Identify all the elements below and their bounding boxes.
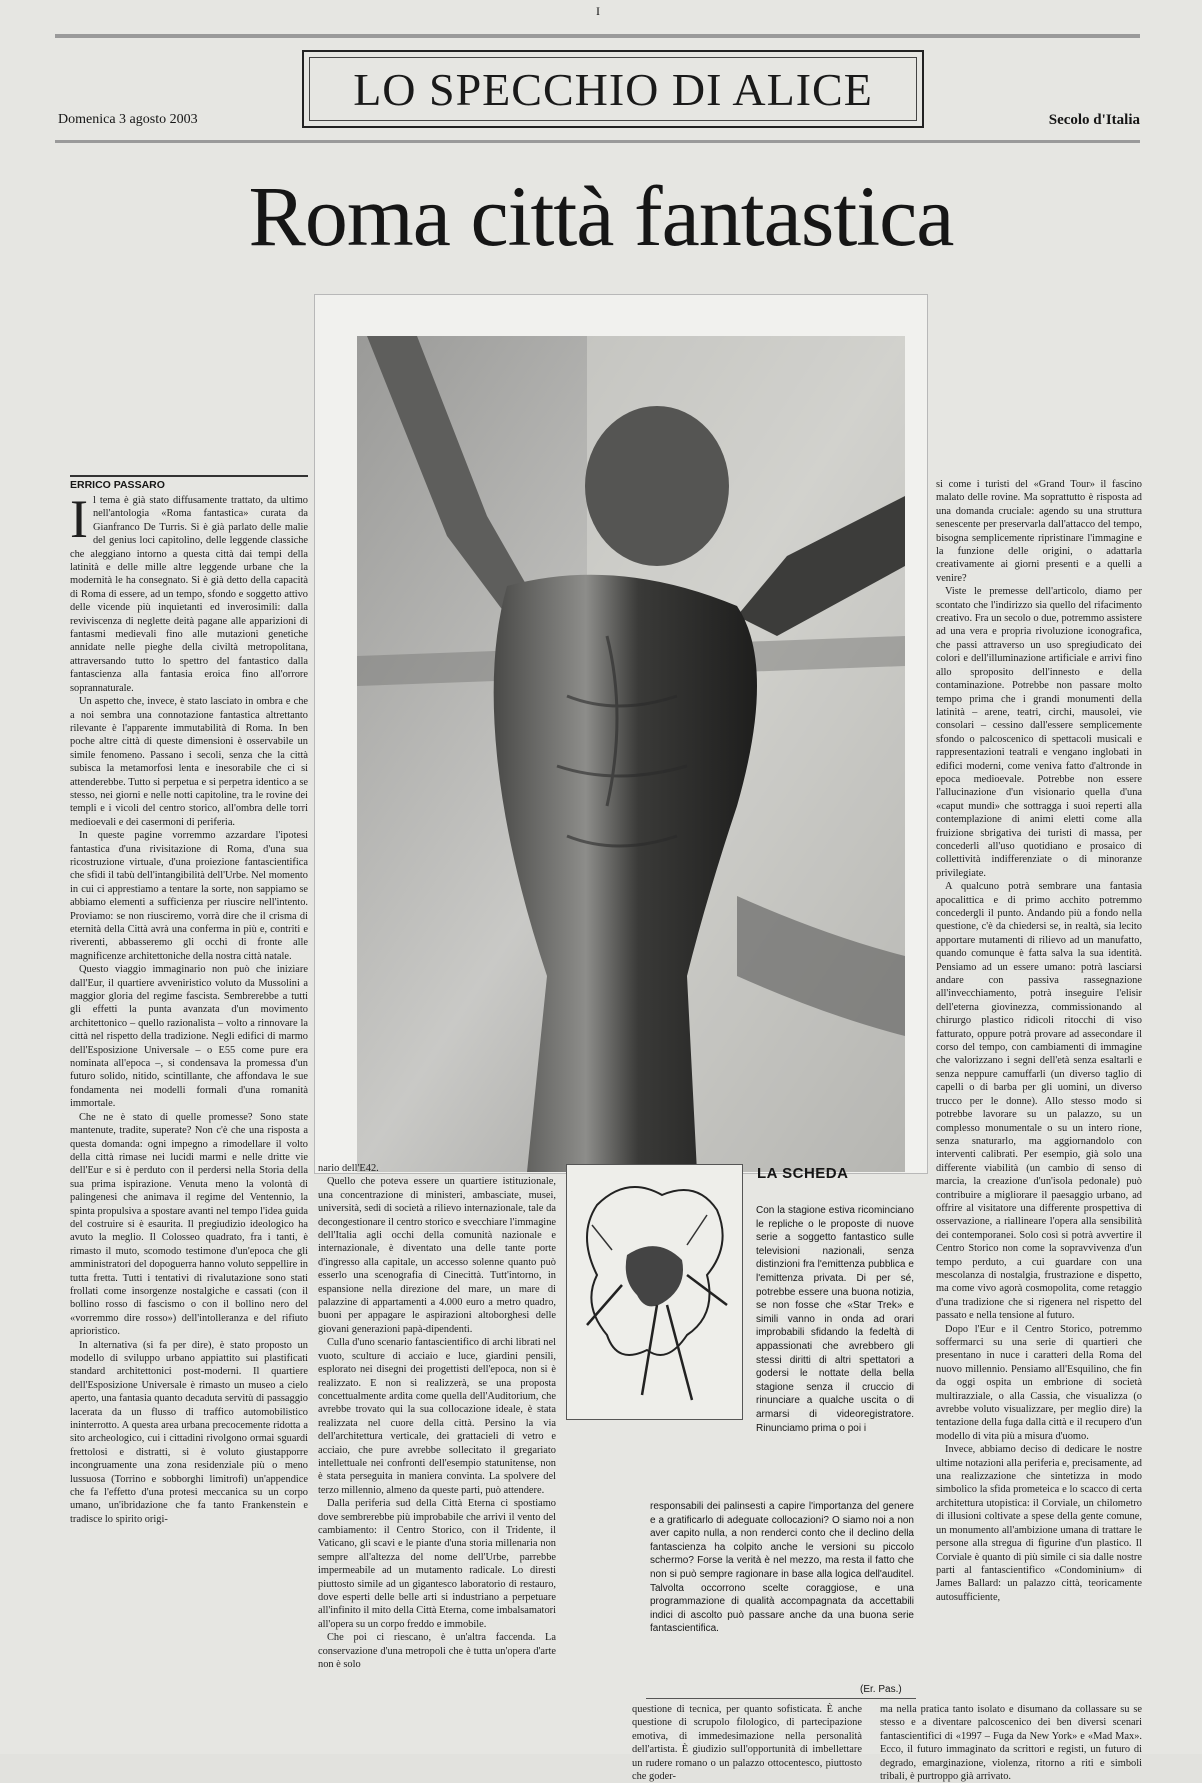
drop-cap: I bbox=[70, 489, 88, 549]
paragraph: ma nella pratica tanto isolato e disumano da collassare su se stesso e a diventare palcoscenico dei ben diversi scenari fantascientifici di «1997 – Fuga da New York» e «Mad Max». Ecco, il futuro immaginato da scrittori e registi, un futuro di degrado, emarginazione, violenza, ritorno a riti e simboli tribali, è purtroppo già arrivato. bbox=[880, 1704, 1142, 1783]
paragraph: nario dell'E42. bbox=[318, 1163, 379, 1174]
paragraph: In queste pagine vorremmo azzardare l'ipotesi fantastica d'una rivisitazione di Roma, d'una sua ricostruzione virtuale, d'una proiezione fantascientifica che sfidi il tabù dell'intangibilità dell'Urbe. Nel momento in cui ci apprestiamo a tentare la sorte, non sappiamo se abbiamo elementi a sufficienza per riuscire nell'intento. Proviamo: se non riusciremo, vorrà dire che il crisma di eternità della Città avrà una conferma in più e, contriti e riverenti, abbasseremo gli occhi di fronte alle magnificenze architettoniche della nostra città natale. bbox=[70, 830, 308, 962]
scheda-text: Con la stagione estiva ricominciano le repliche o le proposte di nuove serie a soggetto fantastico sulle televisioni nazionali, senza distinzioni fra l'emittenza pubblica e l'emittenza privata. Di per sé, potrebbe essere una buona notizia, se non fosse che «Star Trek» e simili vanno in onda ad orari improbabili sfidando la fedeltà di appassionati che avrebbero gli stessi diritti di altri spettatori a godersi le nottate della bella stagione senza il cruccio di rinunciare a qualche uscita o di armarsi di videoregistratore. Rinunciamo prima o poi i bbox=[756, 1205, 914, 1434]
scheda-text-continued: responsabili dei palinsesti a capire l'importanza del genere e a gratificarlo di adeguate collocazioni? O siamo noi a non aver capito nulla, a non renderci conto che il declino della fantascienza ha colpito anche le versioni su piccolo schermo? Forse la verità è nel mezzo, ma resta il fatto che non si può sempre ragionare in base alla logica dell'auditel. Talvolta occorrono scelte coraggiose, e una programmazione di qualità accompagnata da accettabili indici di ascolto può passare anche da una buona serie fantascientifica. bbox=[650, 1501, 914, 1635]
headline: Roma città fantastica bbox=[248, 168, 954, 264]
paragraph: Dopo l'Eur e il Centro Storico, potremmo soffermarci su una serie di quartieri che presentano in nuce i caratteri della Roma del nuovo millennio. Pensiamo all'Esquilino, che fin da oggi ospita un embrione di società multirazziale, o alla Cassia, che visualizza (o avrebbe voluto visualizzare, per meglio dire) la tentazione della fuga dalla città e il recupero d'un modello di vita più a misura d'uomo. bbox=[936, 1323, 1142, 1442]
scheda-illustration bbox=[566, 1164, 743, 1420]
scheda-rule bbox=[646, 1698, 916, 1699]
header-date: Domenica 3 agosto 2003 bbox=[58, 112, 198, 127]
paragraph: Che poi ci riescano, è un'altra faccenda. La conservazione d'una metropoli che è tutta un'opera d'arte non è solo bbox=[318, 1632, 556, 1671]
paragraph: Dalla periferia sud della Città Eterna ci spostiamo dove sembrerebbe più improbabile che arrivi il vento del cambiamento: il Centro Storico, con il Tridente, il Vaticano, gli scavi e le piante d'una storia millenaria non sempre all'altezza del nome dell'Urbe, parrebbe impermeabile ad un mutamento radicale. Lo diresti piuttosto simile ad un gigantesco laboratorio di restauro, dove esperti delle belle arti si industriano a perpetuare all'infinito il mito della Città Eterna, come imbalsamatori all'opera su un corpo freddo e immobile. bbox=[318, 1498, 556, 1630]
section-masthead bbox=[302, 50, 924, 128]
article-column-4 bbox=[936, 478, 1142, 1604]
top-rule bbox=[55, 34, 1140, 38]
paragraph: Il tema è già stato diffusamente trattato, da ultimo nell'antologia «Roma fantastica» curata da Gianfranco De Turris. Si è già parlato delle malie del genius loci capitolino, delle leggende classiche che aleggiano intorno a questa città dai tempi della latinità e delle mille altre leggende urbane che la modernità le ha consegnato. Si è già detto della capacità di Roma di essere, ad un tempo, sfondo e soggetto attivo delle vicende più inquietanti ed inverosimili: dalla reviviscenza di neglette deità pagane alle apparizioni di fantasmi medievali fino alle mutazioni genetiche annidate nelle pieghe della civiltà metropolitana, attraversando tutto lo spettro del fantastico dalla fantascienza alla fantasia eroica fino all'orrore soprannaturale. bbox=[70, 489, 308, 694]
newspaper-name: Secolo d'Italia bbox=[1048, 112, 1140, 128]
scheda-signature: (Er. Pas.) bbox=[860, 1684, 902, 1695]
article-column-3 bbox=[632, 1703, 862, 1783]
page-number: I bbox=[596, 4, 600, 18]
paragraph: Che ne è stato di quelle promesse? Sono state mantenute, tradite, superate? Non c'è che una risposta a questa domanda: ogni impegno a rimodellare il volto della città rimase nei lucidi marmi e nelle dritte vie dell'Eur e si è perduto con il perdersi nella Storia della sua prima ispirazione. Venuta meno la volontà di palingenesi che animava il regime del Ventennio, la spinta propulsiva a spostare avanti nel tempo l'idea guida del costruire si è esaurita. Il pregiudizio ideologico ha avuto la meglio. Il Colosseo quadrato, fra i tanti, è rimasto il muto, scomodo testimone d'un'epoca che gli amministratori del dopoguerra hanno voluto seppellire in tutta fretta. Tutti i tentativi di rivalutazione sono stati frollati come insorgenze nostalgiche e cassati (con il bollino rosso di fascismo o con il bollino nero del «vorremmo dire rosso») dell'intolleranza e del rifiuto aprioristico. bbox=[70, 1111, 308, 1338]
paragraph: Invece, abbiamo deciso di dedicare le nostre ultime notazioni alla periferia e, precisamente, ad una realizzazione che sintetizza in modo simbolico la sfida prometeica e lo scacco di certa architettura utopistica: il Corviale, un chilometro di illusioni coltivate a spese della gente comune, un monumento all'ambizione umana di trattare le persone alla stregua di figurine d'un plastico. Il Corviale è quanto di più simile ci sia dalle nostre parti al fantascientifico «Condominium» di James Ballard: un palazzo città, teoricamente autosufficiente, bbox=[936, 1444, 1142, 1603]
header-rule bbox=[55, 140, 1140, 143]
paragraph: Questo viaggio immaginario non può che iniziare dall'Eur, il quartiere avveniristico voluto da Mussolini a maggior gloria del regime fascista. Sembrerebbe a tutti gli effetti la punta avanzata d'un movimento architettonico – quello razionalista – volto a rinnovare la città nel rispetto della tradizione. Negli edifici di marmo dell'Esposizione Universale – o E55 come pure era nominata all'epoca –, si condensava la promessa d'un futuro solido, nitido, scintillante, che affondava le sue fondamenta nei modelli formali d'una romanità immortale. bbox=[70, 964, 308, 1110]
paragraph: Un aspetto che, invece, è stato lasciato in ombra e che a noi sembra una connotazione fantastica altrettanto rilevante è l'apparente immutabilità di Roma. In ben poche altre città di queste dimensioni è osservabile un simile fenomeno. Passano i secoli, senza che la città subisca la metamorfosi lenta e inesorabile che ci si attenderebbe. Tutto si perpetua e si perpetra identico a se stesso, nei giorni e nelle notti capitoline, tra le rovine dei templi e i vicoli del centro storico, all'ombra delle torri medioevali e dei casermoni di periferia. bbox=[70, 696, 308, 828]
paragraph: A qualcuno potrà sembrare una fantasia apocalittica e di primo acchito potremmo concedergli il punto. Andando più a fondo nella questione, c'è da chiedersi se, in realtà, sia lecito apportare mutamenti di rilievo ad un manufatto, quando comunque è fatta salva la sua identità. Pensiamo ad un essere umano: potrà lasciarsi andare con passiva rassegnazione all'invecchiamento, potrà inseguire l'elisir dell'eterna giovinezza, commissionando al chirurgo plastico ridicoli ritocchi di viso fatturato, oppure potrà provare ad assecondare il corso del tempo, con cambiamenti di immagine che valorizzano i segni dell'età senza esaltarli e senza neppure camuffarli (un diverso taglio di capelli o di barba per gli uomini, un diverso trucco per le donne). Allo stesso modo si potrebbe lavorare su un palazzo, su un complesso monumentale o su un intero rione, senza snaturarlo, ma aggiornandolo con interventi calibrati. Per esempio, già solo una differente viabilità (un cambio di senso di marcia, la creazione d'un'isola pedonale) può contribuire a migliorare il paesaggio urbano, ad offrire al visitatore una differente prospettiva di osservazione, a riallineare l'opera alla sensibilità dei contemporanei. Solo così si potrà avvertire il Centro Storico non come la sopravvivenza d'un tempo perduto, a cui guardare con una mescolanza di nostalgia, frustrazione e dispetto, ma come vivo agorà cosmopolita, come retaggio d'una tradizione che si rigenera nel rispetto del passato e nella tensione al futuro. bbox=[936, 881, 1142, 1322]
fantasy-illustration-icon bbox=[567, 1165, 742, 1419]
article-byline: ERRICO PASSARO bbox=[70, 475, 308, 491]
statue-photo bbox=[357, 336, 905, 1172]
scheda-title: LA SCHEDA bbox=[757, 1165, 849, 1182]
article-column-2 bbox=[318, 1162, 556, 1671]
paragraph: Culla d'uno scenario fantascientifico di archi librati nel vuoto, sculture di acciaio e luce, giardini pensili, esplorato nei disegni dei progettisti dell'epoca, non si è realizzato. E non si realizzerà, se una proposta concettualmente ardita come quella dell'Auditorium, che avrebbe trovato qui la sua collocazione ideale, è stata realizzata nel cuore della città. Persino la via dell'architettura verticale, dei grattacieli di vetro e acciaio, che pure avrebbe sollecitato il gregariato intellettuale nei confronti dell'esempio statunitense, non è stata perseguita in maniera convinta. La spolvere del terzo millennio, almeno da queste parti, può attendere. bbox=[318, 1337, 556, 1496]
article-column-1 bbox=[70, 489, 308, 1526]
paragraph: Viste le premesse dell'articolo, diamo per scontato che l'indirizzo sia quello del rifacimento creativo. Fra un secolo o due, potremmo assistere ad una vera e propria rivoluzione iconografica, che passi attraverso un uso spregiudicato dei colori e dell'illuminazione artificiale e arrivi fino allo sproposito dell'innesto e della contaminazione. Potrebbe non passare molto tempo prima che i grandi monumenti della latinità – arene, teatri, circhi, mausolei, vie consolari – cessino dall'essere semplicemente sfondo o palcoscenico di spettacoli musicali e rappresentazioni teatrali e vengano inglobati in edifici moderni, come veniva fatto d'altronde in epoca medioevale. Potrebbe non essere l'allucinazione d'un visionario quella d'una «caput mundi» che sottragga i suoi reperti alla contemplazione di animi eletti come alla fruizione sbrigativa dei turisti di massa, per concederli all'uso quotidiano e prosaico di collettività indifferenziate o di minoranze privilegiate. bbox=[936, 586, 1142, 879]
article-column-5 bbox=[880, 1703, 1142, 1783]
paragraph: In alternativa (si fa per dire), è stato proposto un modello di sviluppo urbano appiattito sui plastificati standard architettonici post-moderni. Il quartiere dell'Esposizione Universale è rimasto un museo a cielo aperto, una fantasia quanto decaduta servitù di passaggio lacerata da un flusso di traffico automobilistico ininterrotto. A questa area urbana precocemente ridotta a sito archeologico, cui i cittadini rivolgono ormai sguardi frettolosi e distratti, si è voluto giustapporre incongruamente una zona residenziale più o meno lussuosa (Torrino e sobborghi limitrofi) un'appendice che fa l'effetto d'una protesi meccanica su un corpo umano, un'ibridazione che fa tanto Frankenstein e tradisce lo spirito origi- bbox=[70, 1339, 308, 1525]
paragraph: questione di tecnica, per quanto sofisticata. È anche questione di scrupolo filologico, di partecipazione emotiva, di immedesimazione nella personalità dell'artista. È giudizio sull'opportunità di imbellettare un rudere romano o un palazzo ottocentesco, piuttosto che goder- bbox=[632, 1704, 862, 1783]
section-title: LO SPECCHIO DI ALICE bbox=[353, 63, 873, 115]
paragraph: si come i turisti del «Grand Tour» il fascino malato delle rovine. Ma soprattutto è risposta ad una domanda cruciale: agendo su una struttura senescente per preservarla dall'attacco del tempo, bisogna semplicemente ripristinare l'immagine e la funzione delle origini, o adattarla creativamente ai giorni presenti e a quelli a venire? bbox=[936, 479, 1142, 584]
paragraph: Quello che poteva essere un quartiere istituzionale, una concentrazione di ministeri, ambasciate, musei, università, sedi di società a rilievo internazionale, tale da decongestionare il centro storico e svecchiare l'immagine dell'Italia agli occhi della comunità nazionale e internazionale, è diventato una delle tante porte d'ingresso alla capitale, un accesso solenne quanto può esserlo una scenografia di Cinecittà. Tutt'intorno, in espansione nella direzione del mare, un mare di palazzine di appartamenti a 4.000 euro a metro quadro, buoni per appagare le aspirazioni altoborghesi delle giovani generazioni papà-dipendenti. bbox=[318, 1176, 556, 1335]
